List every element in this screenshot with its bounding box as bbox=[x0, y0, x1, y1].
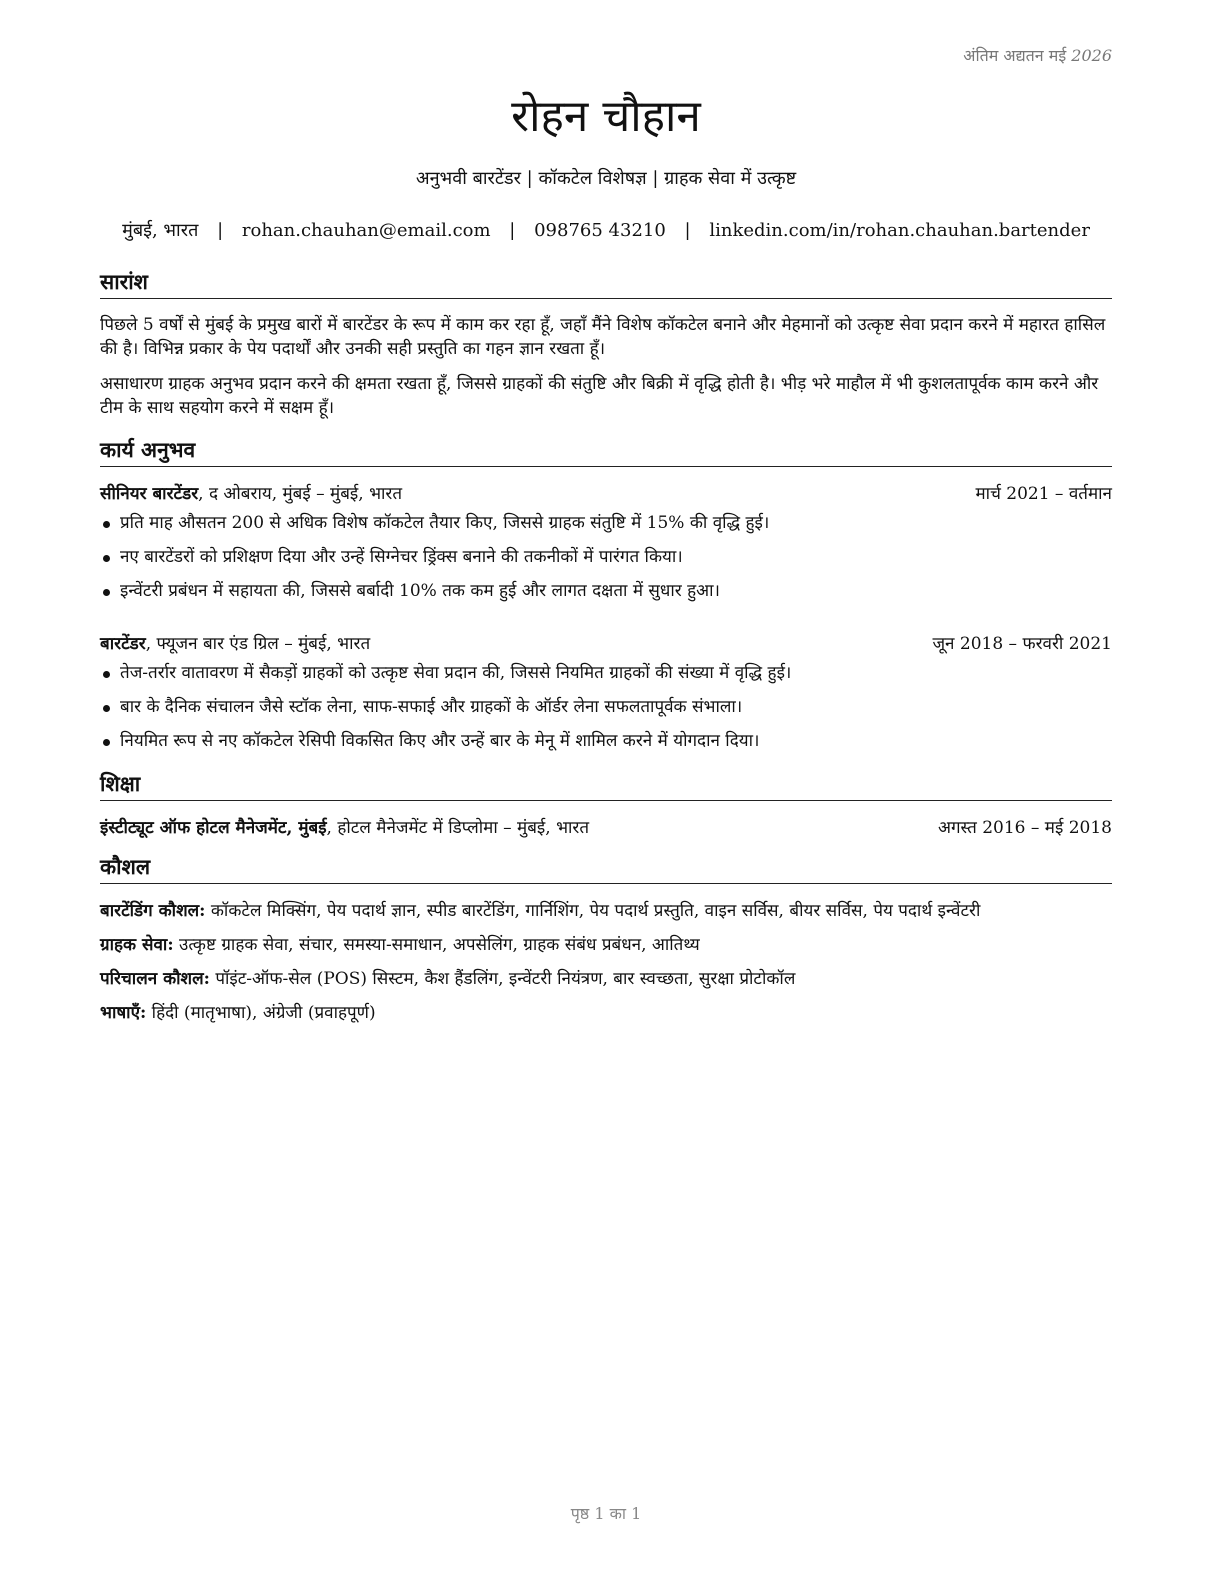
job-title-line bbox=[100, 481, 402, 504]
list-item: नए बारटेंडरों को प्रशिक्षण दिया और उन्हें सिग्नेचर ड्रिंक्स बनाने की तकनीकों में पारंगत किया। bbox=[100, 545, 1112, 579]
contact-separator: | bbox=[509, 220, 516, 241]
education-dates: अगस्त 2016 – मई 2018 bbox=[937, 818, 1112, 838]
skill-text: पॉइंट-ऑफ-सेल (POS) सिस्टम, कैश हैंडलिंग, इन्वेंटरी नियंत्रण, बार स्वच्छता, सुरक्षा प्रोटोकॉल bbox=[209, 969, 796, 989]
job-role: बारटेंडर bbox=[100, 634, 146, 654]
job-header bbox=[100, 631, 1112, 655]
last-updated-prefix: अंतिम अद्यतन मई bbox=[963, 46, 1067, 65]
section-title-summary: सारांश bbox=[100, 268, 1112, 299]
last-updated-year: 2026 bbox=[1071, 46, 1112, 65]
list-item: बार के दैनिक संचालन जैसे स्टॉक लेना, साफ-सफाई और ग्राहकों के ऑर्डर लेना सफलतापूर्वक संभाला। bbox=[100, 695, 1112, 729]
summary-paragraph: पिछले 5 वर्षों से मुंबई के प्रमुख बारों में बारटेंडर के रूप में काम कर रहा हूँ, जहाँ मैंने विशेष कॉकटेल बनाने और मेहमानों को उत्कृष्ट सेवा प्रदान करने में महारत हासिल की है। विभिन्न प्रकार के पेय पदार्थों और उनकी सही प्रस्तुति का गहन ज्ञान रखता हूँ। bbox=[100, 315, 1106, 359]
education-line bbox=[100, 815, 589, 838]
skill-label: बारटेंडिंग कौशल: bbox=[100, 901, 206, 921]
skill-line bbox=[100, 966, 1112, 990]
skill-label: परिचालन कौशल: bbox=[100, 969, 210, 989]
job-dates: जून 2018 – फरवरी 2021 bbox=[932, 634, 1112, 654]
contact-location: मुंबई, भारत bbox=[122, 220, 199, 241]
education-institution: इंस्टीट्यूट ऑफ होटल मैनेजमेंट, मुंबई bbox=[100, 818, 327, 838]
page-number: पृष्ठ 1 का 1 bbox=[570, 1504, 642, 1523]
list-item: नियमित रूप से नए कॉकटेल रेसिपी विकसित किए और उन्हें बार के मेनू में शामिल करने में योगदान दिया। bbox=[100, 729, 1112, 763]
skill-label: ग्राहक सेवा: bbox=[100, 935, 174, 955]
resume-page bbox=[100, 0, 1112, 1584]
skill-line bbox=[100, 1000, 1112, 1024]
contact-separator: | bbox=[217, 220, 224, 241]
job-employer: , फ्यूजन बार एंड ग्रिल – मुंबई, भारत bbox=[145, 634, 371, 654]
job-bullets bbox=[100, 661, 1112, 763]
contact-linkedin[interactable]: linkedin.com/in/rohan.chauhan.bartender bbox=[709, 220, 1090, 241]
summary-paragraph: असाधारण ग्राहक अनुभव प्रदान करने की क्षमता रखता हूँ, जिससे ग्राहकों की संतुष्टि और बिक्री में वृद्धि होती है। भीड़ भरे माहौल में भी कुशलतापूर्वक काम करने और टीम के साथ सहयोग करने में सक्षम हूँ। bbox=[100, 374, 1099, 418]
job-dates: मार्च 2021 – वर्तमान bbox=[975, 484, 1112, 504]
job-role: सीनियर बारटेंडर bbox=[100, 484, 199, 504]
last-updated bbox=[963, 44, 1112, 66]
skill-label: भाषाएँ: bbox=[100, 1003, 147, 1023]
skill-text: उत्कृष्ट ग्राहक सेवा, संचार, समस्या-समाधान, अपसेलिंग, ग्राहक संबंध प्रबंधन, आतिथ्य bbox=[173, 935, 700, 955]
candidate-name: रोहन चौहान bbox=[511, 91, 701, 142]
section-title-skills: कौशल bbox=[100, 853, 1112, 884]
skill-line bbox=[100, 898, 1112, 922]
job-header bbox=[100, 481, 1112, 505]
contact-separator: | bbox=[684, 220, 691, 241]
job-employer: , द ओबराय, मुंबई – मुंबई, भारत bbox=[198, 484, 403, 504]
job-title-line bbox=[100, 631, 370, 654]
section-title-education: शिक्षा bbox=[100, 770, 1112, 801]
list-item: प्रति माह औसतन 200 से अधिक विशेष कॉकटेल तैयार किए, जिससे ग्राहक संतुष्टि में 15% की वृद्धि हुई। bbox=[100, 511, 1112, 545]
contact-phone: 098765 43210 bbox=[534, 220, 666, 241]
tagline: अनुभवी बारटेंडर | कॉकटेल विशेषज्ञ | ग्राहक सेवा में उत्कृष्ट bbox=[415, 168, 797, 189]
contact-email[interactable]: rohan.chauhan@email.com bbox=[241, 220, 491, 241]
contact-line bbox=[100, 218, 1112, 242]
skill-text: हिंदी (मातृभाषा), अंग्रेजी (प्रवाहपूर्ण) bbox=[146, 1003, 376, 1023]
section-title-experience: कार्य अनुभव bbox=[100, 436, 1112, 467]
skill-line bbox=[100, 932, 1112, 956]
list-item: इन्वेंटरी प्रबंधन में सहायता की, जिससे बर्बादी 10% तक कम हुई और लागत दक्षता में सुधार हुआ। bbox=[100, 579, 1112, 613]
skill-text: कॉकटेल मिक्सिंग, पेय पदार्थ ज्ञान, स्पीड बारटेंडिंग, गार्निशिंग, पेय पदार्थ प्रस्तुति, वाइन सर्विस, बीयर सर्विस, पेय पदार्थ इन्वेंटरी bbox=[205, 901, 981, 921]
job-bullets bbox=[100, 511, 1112, 613]
education-detail: , होटल मैनेजमेंट में डिप्लोमा – मुंबई, भारत bbox=[326, 818, 590, 838]
education-entry bbox=[100, 815, 1112, 839]
list-item: तेज-तर्रार वातावरण में सैकड़ों ग्राहकों को उत्कृष्ट सेवा प्रदान की, जिससे नियमित ग्राहकों की संख्या में वृद्धि हुई। bbox=[100, 661, 1112, 695]
